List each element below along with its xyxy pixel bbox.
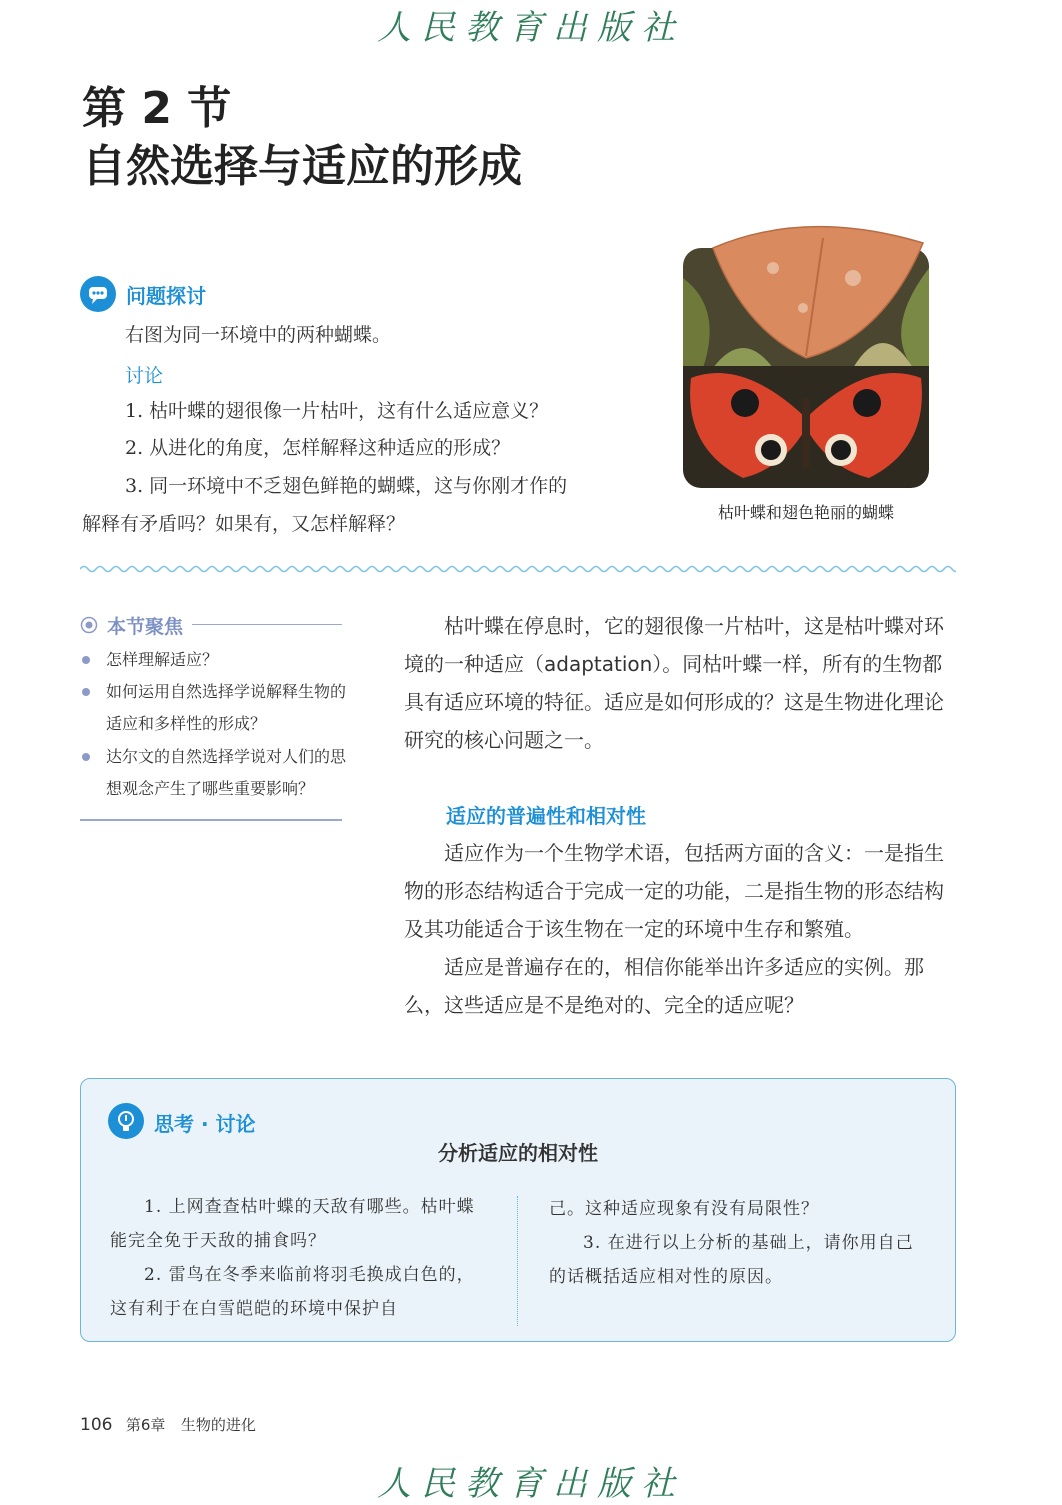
subheading: 适应的普遍性和相对性 <box>446 804 646 828</box>
question-item-1: 1. 枯叶蝶的翅很像一片枯叶，这有什么适应意义？ <box>125 400 549 422</box>
think-discuss-subtitle: 分析适应的相对性 <box>438 1141 598 1165</box>
page-footer <box>80 1414 256 1435</box>
chapter-label: 第6章 <box>125 1416 166 1434</box>
question-item-3-cont: 解释有矛盾吗？如果有，又怎样解释？ <box>82 513 406 535</box>
butterfly-photo <box>683 218 929 488</box>
think-left-column <box>110 1190 490 1326</box>
think-item-1: 1. 上网查查枯叶蝶的天敌有哪些。枯叶蝶能完全免于天敌的捕食吗？ <box>110 1197 475 1251</box>
discussion-label: 讨论 <box>125 365 164 387</box>
chat-bubble-icon <box>80 276 116 312</box>
figure-caption: 枯叶蝶和翅色艳丽的蝴蝶 <box>717 503 894 522</box>
target-icon <box>80 616 98 634</box>
column-divider <box>517 1196 518 1326</box>
intro-paragraph: 枯叶蝶在停息时，它的翅很像一片枯叶，这是枯叶蝶对环境的一种适应（adaptation）。同枯叶蝶一样，所有的生物都具有适应环境的特征。适应是如何形成的？这是生物进化理论研究的核心问题之一。 <box>404 614 944 752</box>
question-intro: 右图为同一环境中的两种蝴蝶。 <box>125 324 392 346</box>
bullet-icon <box>82 656 90 664</box>
section-number: 第 2 节 <box>82 83 232 134</box>
bullet-icon <box>82 753 90 761</box>
publisher-logo-top: 人民教育出版社 <box>377 8 685 48</box>
publisher-logo-bottom: 人民教育出版社 <box>377 1464 685 1504</box>
wavy-divider <box>80 561 956 575</box>
body-paragraph-block <box>404 834 956 1024</box>
focus-divider-top <box>192 624 342 625</box>
intro-paragraph-block <box>404 607 956 759</box>
focus-item-2: 如何运用自然选择学说解释生物的适应和多样性的形成？ <box>106 682 347 733</box>
section-title: 自然选择与适应的形成 <box>82 141 522 192</box>
chapter-title: 生物的进化 <box>180 1416 256 1434</box>
paragraph-1: 适应作为一个生物学术语，包括两方面的含义：一是指生物的形态结构适合于完成一定的功能，二是指生物的形态结构及其功能适合于该生物在一定的环境中生存和繁殖。 <box>404 841 944 941</box>
question-item-3: 3. 同一环境中不乏翅色鲜艳的蝴蝶，这与你刚才作的 <box>125 475 568 497</box>
page-number: 106 <box>80 1415 113 1435</box>
think-discuss-title: 思考 · 讨论 <box>154 1112 256 1136</box>
paragraph-2: 适应是普遍存在的，相信你能举出许多适应的实例。那么，这些适应是不是绝对的、完全的适应呢？ <box>404 955 924 1017</box>
think-item-2: 2. 雷鸟在冬季来临前将羽毛换成白色的，这有利于在白雪皑皑的环境中保护自 <box>110 1265 475 1319</box>
focus-divider-bottom <box>80 819 342 821</box>
focus-item-3: 达尔文的自然选择学说对人们的思想观念产生了哪些重要影响？ <box>106 747 347 798</box>
think-item-2-cont: 己。这种适应现象有没有局限性？ <box>549 1199 819 1219</box>
think-right-column <box>549 1192 929 1294</box>
lightbulb-icon <box>108 1103 144 1139</box>
focus-item-1: 怎样理解适应？ <box>106 650 219 669</box>
think-item-3: 3. 在进行以上分析的基础上，请你用自己的话概括适应相对性的原因。 <box>549 1233 914 1287</box>
question-box-title: 问题探讨 <box>126 284 206 308</box>
focus-title: 本节聚焦 <box>107 616 184 638</box>
bullet-icon <box>82 688 90 696</box>
question-item-2: 2. 从进化的角度，怎样解释这种适应的形成？ <box>125 437 511 459</box>
